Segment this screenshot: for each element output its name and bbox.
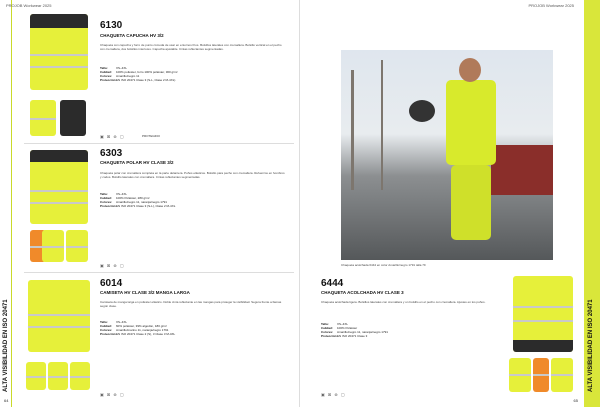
product-desc-6130: Chaqueta con capucha y forro de punto cómoda de usar en entornos fríos. Bolsillos laterales con cremallera. Bolsillo vertical en el pecho con cremallera, dos bolsillos interiores. Capucha ajustable. Cintas reflectantes segmentadas. [100, 43, 282, 51]
divider [24, 272, 294, 273]
care-icons-6444: ▣ ⊠ ⊗ ▢ [321, 392, 346, 397]
photo-caption: Chaqueta acolchada 6444 en color Amarillo/negro 1791 talla 79 [341, 263, 426, 267]
left-page-number: 64 [4, 398, 9, 403]
product-title-6444: CHAQUETA ACOLCHADA HV CLASE 3 [321, 290, 404, 295]
product-desc-6303: Chaqueta polar con cremallera completa en la parte delantera. Puños elásticos. Bolsillo para pecho con cremallera. Refuerzos en hombros y codos. Bolsillo laterales con cremallera. Cintas reflectantes segmentadas. [100, 171, 285, 179]
model-photo [341, 50, 553, 260]
product-code-6130: 6130 [100, 20, 123, 31]
product-desc-6444: Chaqueta acolchada ligera. Bolsillos laterales con cremallera y un bolsillo en el pecho con cremallera. Ajustes en los puños. [321, 300, 486, 304]
jacket-6444-front-image [513, 276, 573, 352]
care-icons-6303: ▣ ⊠ ⊗ ▢ [100, 263, 125, 268]
product-code-6303: 6303 [100, 148, 123, 159]
tag-6130: PROTEGIDO [142, 134, 161, 138]
jacket-6130-inside-image [60, 100, 86, 136]
right-page-number: 65 [573, 398, 578, 403]
jacket-6444-alt-image [551, 358, 573, 392]
right-header: PROJOB Workwear 2025 [528, 3, 574, 8]
jacket-6444-back-image [509, 358, 531, 392]
product-specs-6014: Talla: XS–4XL Calidad: 60% poliéster, 39% algodón, 180 g/m² Colores: Amarillo/marino 11, naranja/negro 1791 Protección:EN ISO 20471 Clase 2 (S), 3 Clase 3 M-4XL [100, 320, 176, 336]
product-title-6303: CHAQUETA POLAR HV CLASE 3/2 [100, 160, 174, 165]
shirt-6014-side-image [48, 362, 68, 390]
product-specs-6130: Talla: XS–4XL Calidad: 100% poliéster, forro 100% poliéster, 300 g/m² Colores: Amarillo/negro 11 Protección:EN ISO 20471 Clase 3 (S-L, Clase 2 M-4XL) [100, 66, 178, 82]
product-desc-6014: Camiseta de manga larga en poliéster elástico. Doble cinta reflectante en las mangas para proteger la visibilidad. Segura frente a llamas según clase. [100, 300, 282, 308]
divider [24, 143, 294, 144]
care-icons-6130: ▣ ⊠ ⊗ ▢ [100, 134, 125, 139]
fleece-6303-back-image [42, 230, 64, 262]
product-title-6014: CAMISETA HV CLASE 3/2 MANGA LARGA [100, 290, 190, 295]
shirt-6014-front-image [28, 280, 90, 352]
jacket-6444-orange-image [533, 358, 549, 392]
product-code-6444: 6444 [321, 278, 344, 289]
jacket-6130-front-image [30, 14, 88, 90]
shirt-6014-alt-image [70, 362, 90, 390]
product-specs-6444: Talla: XS–4XL Calidad: 100% Poliéster Colores: Amarillo/negro 11, naranja/negro 1791 Protección:EN ISO 20471 Clase 3 [321, 322, 388, 338]
left-header: PROJOB Workwear 2025 [6, 3, 52, 8]
shirt-6014-back-image [26, 362, 46, 390]
left-side-label: ALTA VISIBILIDAD EN ISO 20471 [3, 299, 9, 392]
jacket-6130-back-image [30, 100, 56, 136]
fleece-6303-front-image [30, 150, 88, 224]
product-title-6130: CHAQUETA CAPUCHA HV 3/2 [100, 33, 164, 38]
care-icons-6014: ▣ ⊠ ⊗ ▢ [100, 392, 125, 397]
product-specs-6303: Talla: XS–4XL Calidad: 100% Poliéster, 280 g/m² Colores: Amarillo/negro 11, naranja/negro 1791 Protección:EN ISO 20471 Clase 3 (S-L), Clase 2 M-4XL [100, 192, 176, 208]
product-code-6014: 6014 [100, 278, 123, 289]
right-side-label: ALTA VISIBILIDAD EN ISO 20471 [588, 299, 594, 392]
fleece-6303-alt-image [66, 230, 88, 262]
